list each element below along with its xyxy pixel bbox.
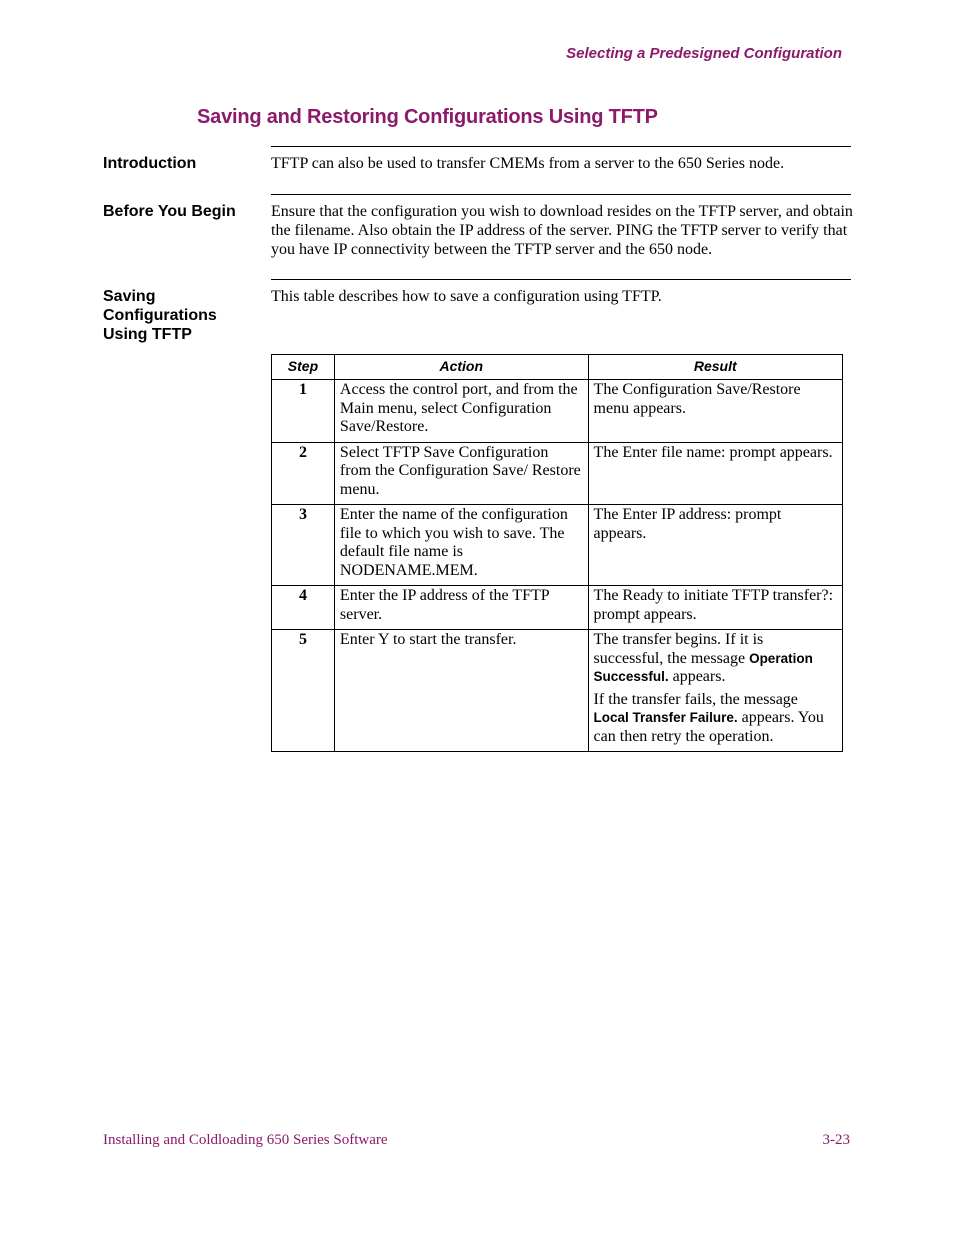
step-number: 1 bbox=[272, 380, 335, 443]
step-result: The Configuration Save/Restore menu appears. bbox=[588, 380, 842, 443]
result-paragraph bbox=[594, 631, 837, 687]
footer-title: Installing and Coldloading 650 Series Software bbox=[103, 1132, 388, 1148]
step-result: The Enter IP address: prompt appears. bbox=[588, 505, 842, 586]
result-text: If the transfer fails, the message bbox=[593, 690, 798, 708]
section-divider bbox=[271, 194, 851, 195]
step-number: 3 bbox=[272, 505, 335, 586]
step-result: The Enter file name: prompt appears. bbox=[588, 442, 842, 505]
saving-text: This table describes how to save a configuration using TFTP. bbox=[271, 288, 662, 305]
table-row bbox=[272, 586, 843, 630]
step-result bbox=[588, 630, 842, 752]
table-row bbox=[272, 380, 843, 443]
table-row bbox=[272, 442, 843, 505]
introduction-text: TFTP can also be used to transfer CMEMs from a server to the 650 Series node. bbox=[271, 155, 785, 172]
before-you-begin-text: Ensure that the configuration you wish to download resides on the TFTP server, and obtain the filename. Also obtain the IP address of the server. PING the TFTP server to verify that you have IP connectivity between the TFTP server and the 650 node. bbox=[271, 203, 853, 258]
step-action: Enter the IP address of the TFTP server. bbox=[334, 586, 588, 630]
page-title: Saving and Restoring Configurations Using TFTP bbox=[197, 106, 658, 128]
success-message: Operation Successful. bbox=[593, 650, 813, 684]
result-paragraph bbox=[594, 691, 837, 747]
step-result: The Ready to initiate TFTP transfer?: prompt appears. bbox=[588, 586, 842, 630]
table-row bbox=[272, 630, 843, 752]
section-divider bbox=[271, 279, 851, 280]
saving-heading: Saving Configurations Using TFTP bbox=[103, 288, 217, 343]
step-number: 4 bbox=[272, 586, 335, 630]
action-column-header: Action bbox=[334, 355, 588, 380]
section-divider bbox=[271, 146, 851, 147]
result-text: The transfer begins. If it is successful, the message bbox=[593, 631, 764, 667]
page-number: 3-23 bbox=[822, 1132, 850, 1148]
result-column-header: Result bbox=[588, 355, 842, 380]
step-column-header: Step bbox=[272, 355, 335, 380]
running-header: Selecting a Predesigned Configuration bbox=[566, 45, 842, 62]
result-text: appears. bbox=[668, 668, 726, 685]
step-action: Enter the name of the configuration file to which you wish to save. The default file name is NODENAME.MEM. bbox=[334, 505, 588, 586]
step-action: Enter Y to start the transfer. bbox=[334, 630, 588, 752]
step-number: 5 bbox=[272, 630, 335, 752]
result-text: appears. You can then retry the operation. bbox=[593, 709, 824, 745]
introduction-heading: Introduction bbox=[103, 155, 197, 172]
steps-table bbox=[271, 354, 843, 752]
table-row bbox=[272, 505, 843, 586]
step-action: Access the control port, and from the Main menu, select Configuration Save/Restore. bbox=[334, 380, 588, 443]
step-action: Select TFTP Save Configuration from the Configuration Save/ Restore menu. bbox=[334, 442, 588, 505]
before-you-begin-heading: Before You Begin bbox=[103, 203, 236, 220]
failure-message: Local Transfer Failure. bbox=[593, 710, 738, 725]
step-number: 2 bbox=[272, 442, 335, 505]
table-header-row bbox=[272, 355, 843, 380]
